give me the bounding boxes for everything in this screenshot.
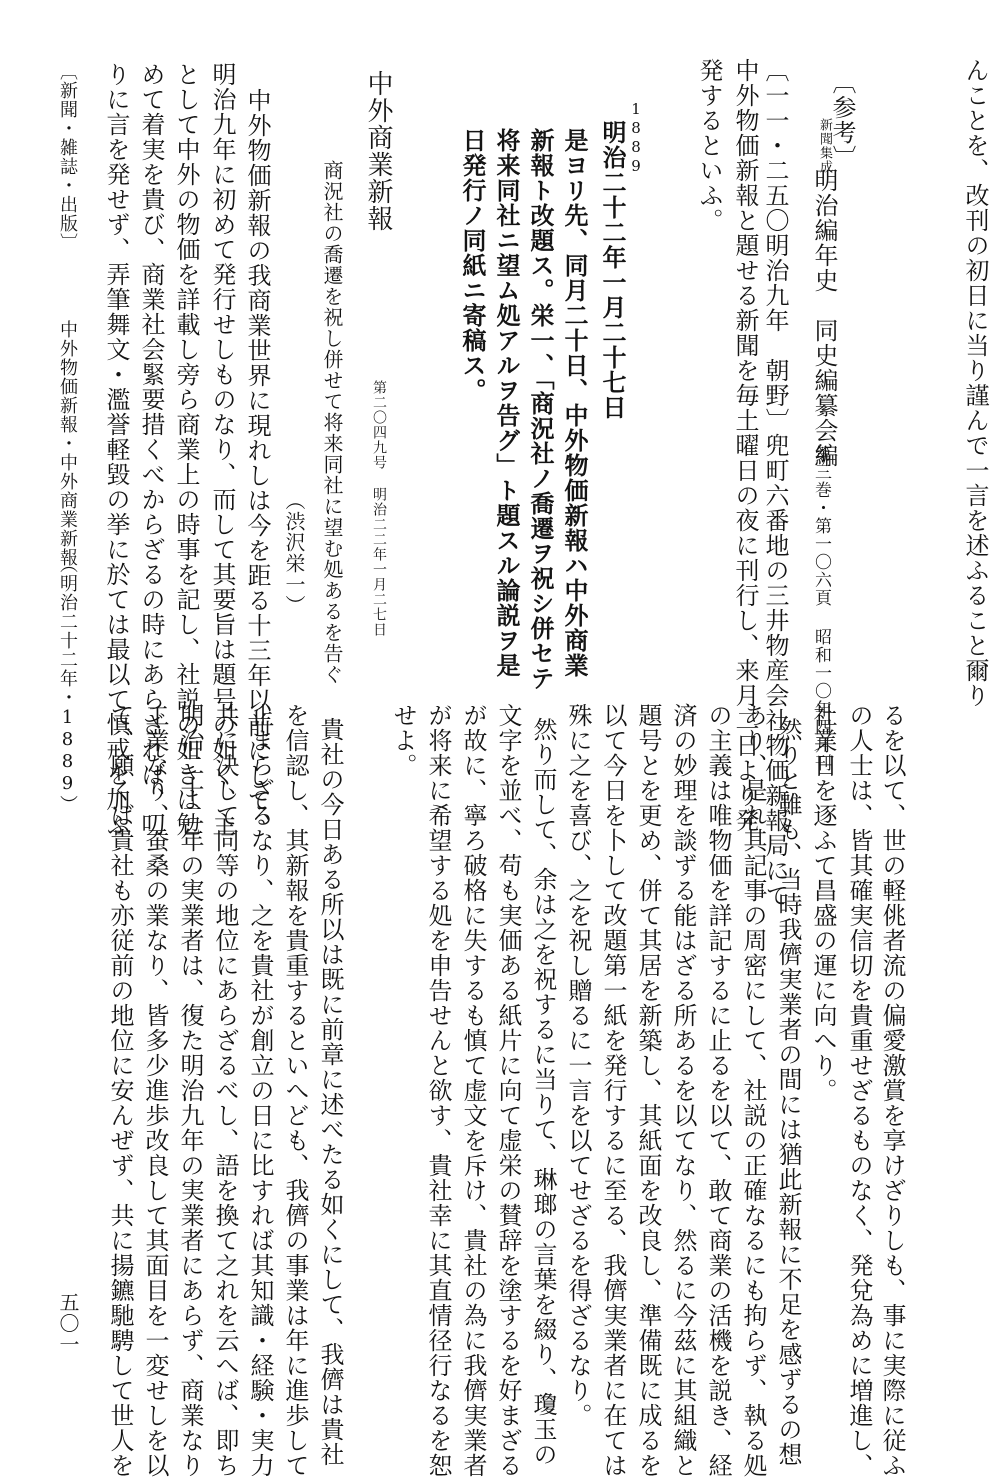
reference-heading: 〔参考〕 <box>828 70 856 170</box>
footer-running-title: 中外物価新報・中外商業新報 <box>57 320 78 567</box>
text-column: 以て今日を卜して改題第一紙を発行するに至る、我儕実業者に在ては <box>599 703 627 1478</box>
text-column: が故に、寧ろ破格に失するも慎て虚文を斥け、貴社の為に我儕実業者 <box>459 703 487 1478</box>
text-column: 題号とを更め、併て其居を新築し、其紙面を改良し、準備既に成るを <box>634 703 662 1478</box>
text-column: 社業日を逐ふて昌盛の運に向へり。 <box>809 703 837 1103</box>
text-column: 貴社の今日ある所以は既に前章に述べたる如くにして、我儕は貴社 <box>316 717 344 1467</box>
reference-source-small: 新聞集成 <box>816 118 832 174</box>
page-number: 五〇一 <box>56 1292 80 1355</box>
summary-column: 是ヨリ先、同月二十日、中外物価新報ハ中外商業 <box>560 128 589 678</box>
text-column: あり、是れ其記事の周密にして、社説の正確なるにも拘らず、執る処 <box>739 703 767 1478</box>
year-ad: 1889 <box>627 100 645 176</box>
footer-era: （明治二十二年・1889） <box>57 555 78 814</box>
text-column: を信認し、其新報を貴重するといへども、我儕の事業は年に進歩して <box>281 703 309 1478</box>
text-column: 明治二十二年の実業者は、復た明治九年の実業者にあらず、商業なり <box>176 703 204 1478</box>
text-column: んことを、改刊の初日に当り謹んで一言を述ふること爾り <box>961 58 989 708</box>
summary-column: 将来同社ニ望ム処アルヲ告グ」ト題スル論説ヲ是 <box>492 128 521 678</box>
text-column: 〔一一・二五〇明治九年 朝野〕兜町六番地の三井物産会社物価新報局にて <box>761 58 789 908</box>
text-column: として中外の物価を詳載し旁ら商業上の時事を記し、社説の如きは勉 <box>172 62 200 837</box>
reference-title: 明治編年史 同史編纂会編 <box>810 168 838 468</box>
newspaper-title: 中外商業新報 <box>363 70 393 232</box>
newspaper-meta: 第二〇四九号 明治二二年一月二七日 <box>371 380 387 637</box>
text-column: 済の妙理を談ずる能はざる所あるを以てなり、然るに今茲に其組織と <box>669 703 697 1478</box>
text-column: の人士は、皆其確実信切を貴重せざるものなく、発兌為めに増進し、 <box>845 703 873 1478</box>
footer-section: 〔新聞・雑誌・出版〕 <box>57 62 78 252</box>
article-title: 商況社の喬遷を祝し併せて将来同社に望む処あるを告ぐ <box>320 160 344 685</box>
text-column: が将来に希望する処を申告せんと欲す、貴社幸に其直情径行なるを恕 <box>424 703 452 1478</box>
text-column: て、願くば貴社も亦従前の地位に安んぜず、共に揚鑣馳騁して世人を <box>106 703 134 1478</box>
text-column: せよ。 <box>389 703 417 778</box>
text-column: 中外物価新報の我商業世界に現れしは今を距る十三年以前にして、 <box>243 88 271 838</box>
reference-block <box>830 70 854 170</box>
text-column: 発するといふ。 <box>695 58 723 233</box>
summary-column: 日発行ノ同紙ニ寄稿ス。 <box>458 128 487 403</box>
reference-meta: 第三巻・第一〇六頁 昭和一〇年四月刊 <box>811 445 831 772</box>
text-column: 殊に之を喜び、之を祝し贈るに一言を以てせざるを得ざるなり。 <box>564 703 592 1428</box>
summary-column: 新報ト改題ス。栄一、「商況社ノ喬遷ヲ祝シ併セテ <box>526 128 555 691</box>
text-column: 然り而して、余は之を祝するに当りて、琳瑯の言葉を綴り、瓊玉の <box>529 717 557 1467</box>
text-column: 文字を並べ、苟も実価ある紙片に向て虚栄の賛辞を塗するを好まざる <box>494 703 522 1478</box>
text-column: 止まらざるなり、之を貴社が創立の日に比すれば其知識・経験・実力 <box>246 703 274 1478</box>
entry-date: 明治二十二年一月二十七日 <box>598 120 627 420</box>
text-column: の主義は唯物価を詳記するに止るを以て、敢て商業の活機を説き、経 <box>704 703 732 1478</box>
article-author: （渋沢栄一） <box>282 490 306 616</box>
text-column: めて着実を貴び、商業社会緊要措くべからざるの時にあらざれば、叨 <box>137 62 165 837</box>
text-column: 中外物価新報と題せる新聞を毎土曜日の夜に刊行し、来月二日より発 <box>731 58 759 833</box>
text-column: 工業なり、蚕桑の業なり、皆多少進歩改良して其面目を一変せしを以 <box>141 703 169 1478</box>
text-column: 然りと雖も、当時我儕実業者の間には猶此新報に不足を感ずるの想 <box>774 717 802 1467</box>
text-column: 共に決して同等の地位にあらざるべし、語を換て之れを云へば、即ち <box>211 703 239 1478</box>
text-column: りに言を発せず、弄筆舞文・濫誉軽毀の挙に於ては最以て慎戒を加ふ <box>102 62 130 837</box>
text-column: 明治九年に初めて発行せしものなり、而して其要旨は題号の如く、主 <box>208 62 236 837</box>
text-column: るを以て、世の軽佻者流の偏愛激賞を享けざりしも、事に実際に従ふ <box>878 703 906 1478</box>
